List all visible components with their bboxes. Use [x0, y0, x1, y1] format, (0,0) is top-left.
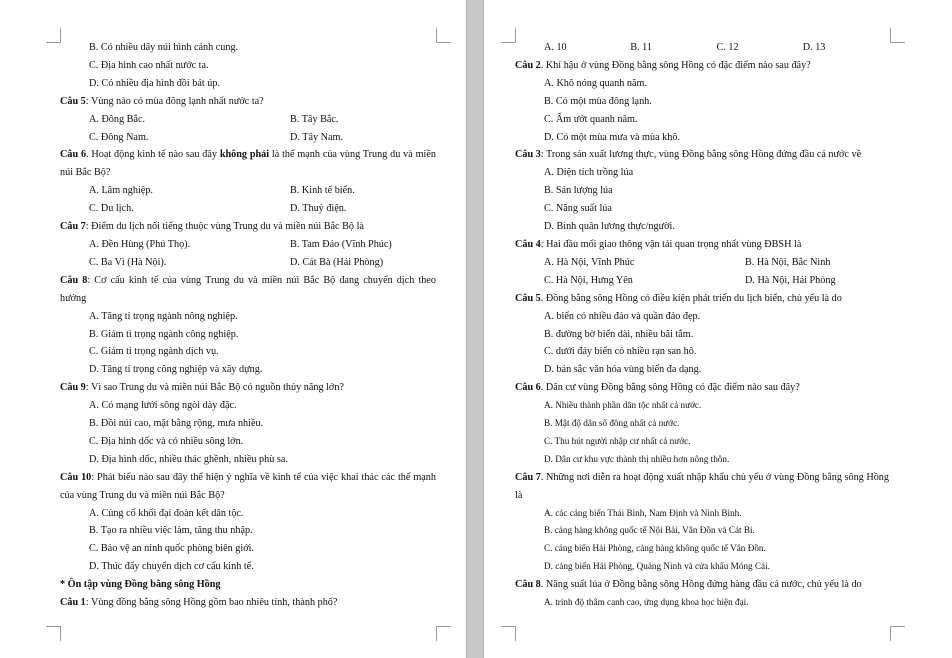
answer-option: C. cảng biển Hải Phòng, cảng hàng không quốc tế Vân Đồn.	[544, 543, 766, 554]
question	[515, 290, 889, 308]
answer-option: D. Có nhiều địa hình đồi bát úp.	[89, 77, 221, 89]
answer-option: D. Cát Bà (Hải Phòng)	[290, 256, 384, 268]
question-text: . Dân cư vùng Đồng bằng sông Hồng có đặc điểm nào sau đây?	[540, 382, 800, 394]
question-text: : Điểm du lịch nổi tiếng thuộc vùng Trung du và miền núi Bắc Bộ là	[85, 221, 364, 233]
answer-option: B. 11	[630, 42, 652, 53]
question	[60, 218, 436, 236]
question-text: : Trong sản xuất lương thực, vùng Đồng bằng sông Hồng đứng đầu cả nước về	[540, 149, 862, 161]
question-number: Câu 4	[515, 238, 541, 250]
answer-option: A. trình độ thâm canh cao, ứng dụng khoa học hiện đại.	[544, 597, 749, 608]
question	[60, 594, 436, 612]
answer-option: B. Đồi núi cao, mặt bằng rộng, mưa nhiều.	[89, 418, 264, 430]
question-text: : Vùng nào có mùa đông lạnh nhất nước ta?	[85, 95, 264, 107]
answer-option: A. Khô nóng quanh năm.	[544, 77, 647, 89]
question-text: : Phát biểu nào sau đây thể hiện ý nghĩa về kinh tế của việc khai thác các thế mạnh của vùng Trung du và miền núi Bắc Bộ?	[60, 471, 436, 501]
question-emphasis: không phải	[219, 149, 270, 161]
answer-option: C. Địa hình cao nhất nước ta.	[89, 59, 209, 71]
question-text: là thế mạnh của vùng Trung du và miền núi Bắc Bộ?	[60, 149, 436, 179]
answer-option: C. Ba Vì (Hà Nội).	[89, 256, 167, 268]
answer-option: A. Nhiều thành phần dân tộc nhất cả nước.	[544, 400, 702, 411]
answer-option: C. Hà Nội, Hưng Yên	[544, 274, 633, 286]
question-number: Câu 9	[60, 382, 86, 394]
corner-mark	[436, 28, 451, 43]
section-heading: * Ôn tập vùng Đồng bằng sông Hồng	[60, 579, 221, 591]
answer-option: D. Hà Nội, Hải Phòng	[745, 274, 836, 286]
answer-option: B. Sản lượng lúa	[544, 185, 613, 197]
answer-option: A. Có mạng lưới sông ngòi dày đặc.	[89, 400, 237, 412]
answer-option: A. Củng cố khối đại đoàn kết dân tộc.	[89, 507, 244, 519]
answer-row	[60, 129, 436, 147]
answer-option: B. Hà Nội, Bắc Ninh	[745, 256, 831, 268]
answer-option: A. 10	[544, 42, 567, 53]
answer-row	[60, 111, 436, 129]
question-number: Câu 8	[515, 579, 541, 591]
answer-option: A. các cảng biển Thái Bình, Nam Định và Ninh Bình.	[544, 507, 742, 518]
answer-option: D. Tăng tỉ trọng công nghiệp và xây dựng.	[89, 364, 263, 376]
question	[60, 146, 436, 182]
answer-option: B. Tam Đảo (Vĩnh Phúc)	[290, 238, 392, 250]
answer-option: D. bản sắc văn hóa vùng biển đa dạng.	[544, 364, 702, 376]
answer-option: B. Có một mùa đông lạnh.	[544, 95, 652, 107]
answer-option: A. Tăng tỉ trọng ngành nông nghiệp.	[89, 310, 238, 322]
answer-row	[60, 182, 436, 200]
answer-option: C. Bảo vệ an ninh quốc phòng biên giới.	[89, 543, 254, 555]
question	[515, 469, 889, 505]
question	[515, 146, 889, 164]
answer-row	[60, 254, 436, 272]
answer-option: C. 12	[716, 42, 739, 53]
answer-option: D. Thúc đẩy chuyển dịch cơ cấu kinh tế.	[89, 561, 254, 573]
corner-mark	[501, 626, 516, 641]
answer-option: B. Có nhiều dãy núi hình cánh cung.	[89, 42, 239, 53]
question	[515, 57, 889, 75]
answer-option: B. Kinh tế biển.	[290, 185, 355, 197]
corner-mark	[436, 626, 451, 641]
answer-option: D. Thuỷ điện.	[290, 203, 347, 215]
question-number: Câu 5	[515, 292, 541, 304]
answer-option: C. Ẩm ướt quanh năm.	[544, 113, 638, 125]
question-number: Câu 3	[515, 149, 541, 161]
question	[60, 469, 436, 505]
question-number: Câu 6	[60, 149, 87, 161]
question-number: Câu 5	[60, 95, 86, 107]
corner-mark	[46, 626, 61, 641]
question	[60, 93, 436, 111]
question-text: . Những nơi diễn ra hoạt động xuất nhập khẩu chủ yếu ở vùng Đồng bằng sông Hồng là	[515, 471, 889, 501]
answer-option: C. dưới đáy biển có nhiều rạn san hô.	[544, 346, 697, 358]
answer-option: B. Mật độ dân số đông nhất cả nước.	[544, 418, 680, 429]
answer-option: C. Đông Nam.	[89, 131, 149, 143]
left-page-content	[60, 39, 436, 612]
answer-option: B. Tạo ra nhiều việc làm, tăng thu nhập.	[89, 525, 253, 537]
answer-row	[515, 254, 889, 272]
question	[515, 576, 889, 594]
question-text: . Đồng bằng sông Hồng có điều kiện phát triển du lịch biển, chủ yếu là do	[540, 292, 842, 304]
answer-row	[515, 272, 889, 290]
answer-option: A. Hà Nội, Vĩnh Phúc	[544, 256, 635, 268]
answer-row	[60, 200, 436, 218]
answer-option: C. Địa hình dốc và có nhiều sông lớn.	[89, 435, 244, 447]
answer-option: D. Dân cư khu vực thành thị nhiều hơn nông thôn.	[544, 453, 730, 464]
answer-option: C. Năng suất lúa	[544, 203, 612, 215]
question-text: : Vì sao Trung du và miền núi Bắc Bộ có nguồn thủy năng lớn?	[85, 382, 344, 394]
question-number: Câu 1	[60, 597, 86, 609]
answer-option: C. Du lịch.	[89, 203, 134, 215]
answer-option: D. 13	[802, 42, 826, 53]
left-page	[0, 0, 466, 658]
answer-option: B. đường bờ biển dài, nhiều bãi tắm.	[544, 328, 694, 340]
question-number: Câu 7	[515, 471, 541, 483]
right-page-content	[515, 39, 889, 612]
answer-option: C. Giảm tỉ trọng ngành dịch vụ.	[89, 346, 219, 358]
answer-option: C. Thu hút người nhập cư nhất cả nước.	[544, 435, 691, 446]
answer-option: A. Đền Hùng (Phú Thọ).	[89, 238, 191, 250]
corner-mark	[46, 28, 61, 43]
corner-mark	[890, 626, 905, 641]
answer-option: B. Giảm tỉ trọng ngành công nghiệp.	[89, 328, 239, 340]
question-number: Câu 2	[515, 59, 541, 71]
answer-option: D. Địa hình dốc, nhiều thác ghềnh, nhiều phù sa.	[89, 453, 288, 465]
question-number: Câu 7	[60, 221, 86, 233]
question	[515, 379, 889, 397]
answer-option: A. biển có nhiều đảo và quần đảo đẹp.	[544, 310, 701, 322]
question-number: Câu 10	[60, 471, 92, 483]
corner-mark	[890, 28, 905, 43]
answer-option: D. cảng biển Hải Phòng, Quảng Ninh và cửa khẩu Móng Cái.	[544, 561, 770, 572]
answer-option: D. Bình quân lương thực/người.	[544, 221, 675, 233]
answer-option: A. Diện tích trồng lúa	[544, 167, 634, 179]
answer-option: D. Có một mùa mưa và mùa khô.	[544, 131, 680, 143]
corner-mark	[501, 28, 516, 43]
question	[515, 236, 889, 254]
question-number: Câu 6	[515, 382, 541, 394]
answer-row	[60, 236, 436, 254]
question-text: . Hoạt động kinh tế nào sau đây	[86, 149, 220, 161]
question-text: . Năng suất lúa ở Đồng bằng sông Hồng đứng hàng đầu cả nước, chủ yếu là do	[540, 579, 862, 591]
answer-option: A. Lâm nghiệp.	[89, 185, 153, 197]
question-text: : Cơ cấu kinh tế của vùng Trung du và miền núi Bắc Bộ đang chuyển dịch theo hướng	[60, 274, 436, 304]
question-text: : Hai đầu mối giao thông vận tải quan trọng nhất vùng ĐBSH là	[540, 238, 802, 250]
answer-option: D. Tây Nam.	[290, 131, 344, 143]
right-page	[484, 0, 952, 658]
page-gutter	[466, 0, 484, 658]
question	[60, 379, 436, 397]
answer-option: B. cảng hàng không quốc tế Nội Bài, Vân Đồn và Cát Bi.	[544, 525, 755, 536]
answer-option: A. Đông Bắc.	[89, 113, 146, 125]
question-text: . Khí hậu ở vùng Đồng bằng sông Hồng có đặc điểm nào sau đây?	[540, 59, 811, 71]
question-number: Câu 8	[60, 274, 88, 286]
question	[60, 272, 436, 308]
question-text: : Vùng đồng bằng sông Hồng gồm bao nhiêu tỉnh, thành phố?	[85, 597, 338, 609]
answer-option: B. Tây Bắc.	[290, 113, 339, 125]
answer-row	[515, 39, 889, 57]
